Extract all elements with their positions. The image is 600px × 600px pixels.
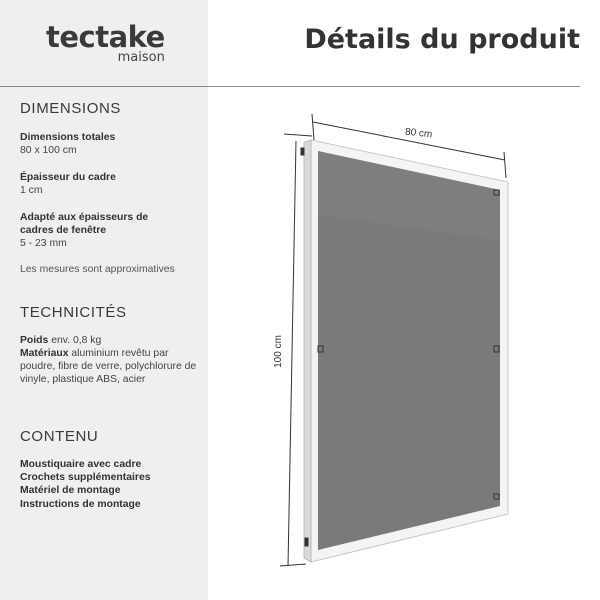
frame-thickness-label: Épaisseur du cadre: [20, 172, 116, 183]
dimensions-heading: DIMENSIONS: [20, 100, 122, 117]
measurement-note: Les mesures sont approximatives: [20, 264, 175, 275]
materials-label: Matériaux: [20, 348, 69, 359]
width-label: 80 cm: [404, 126, 433, 141]
page-title: Détails du produit: [304, 24, 580, 55]
technical-heading: TECHNICITÉS: [20, 304, 127, 321]
list-item: Matériel de montage: [20, 485, 121, 497]
contents-heading: CONTENU: [20, 428, 99, 445]
list-item: Moustiquaire avec cadre: [20, 459, 142, 470]
window-thickness-label-line2: cadres de fenêtre: [20, 225, 107, 236]
weight-value: env. 0,8 kg: [51, 335, 102, 346]
height-label: 100 cm: [272, 335, 284, 368]
brand-name: tectake: [46, 20, 165, 54]
brand-sub: maison: [117, 50, 165, 65]
window-thickness-label-line1: Adapté aux épaisseurs de: [20, 212, 149, 223]
window-thickness-value: 5 - 23 mm: [20, 238, 67, 249]
frame-thickness-value: 1 cm: [20, 185, 43, 196]
total-dimensions-value: 80 x 100 cm: [20, 145, 77, 156]
total-dimensions-label: Dimensions totales: [20, 132, 116, 143]
weight-label: Poids: [20, 335, 49, 346]
materials-value: aluminium revêtu par poudre, fibre de verre, polychlorure de vinyle, plastique ABS, acier: [20, 348, 197, 385]
list-item: Instructions de montage: [20, 498, 141, 510]
screen-frame-edge: [304, 140, 311, 562]
list-item: Crochets supplémentaires: [20, 472, 151, 484]
